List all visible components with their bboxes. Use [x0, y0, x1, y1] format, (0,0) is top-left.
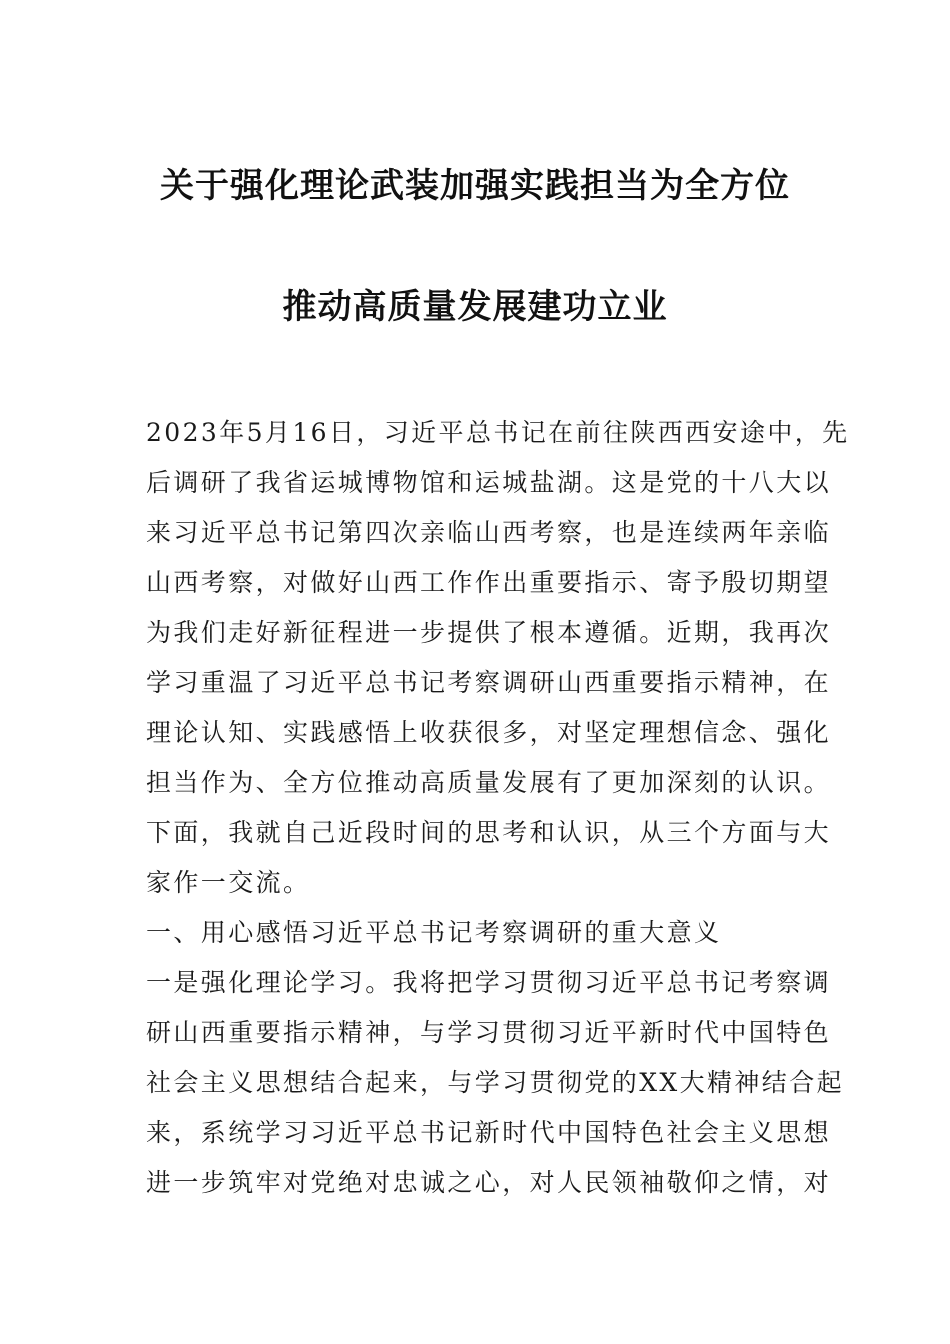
body-text-line: 进一步筑牢对党绝对忠诚之心，对人民领袖敬仰之情，对 — [146, 1168, 832, 1197]
body-text-line: 来习近平总书记第四次亲临山西考察，也是连续两年亲临 — [146, 518, 832, 547]
body-text-line: 来，系统学习习近平总书记新时代中国特色社会主义思想 — [146, 1118, 832, 1147]
document-title-line-1: 关于强化理论武装加强实践担当为全方位 — [160, 166, 790, 206]
body-text-line: 研山西重要指示精神，与学习贯彻习近平新时代中国特色 — [146, 1018, 832, 1047]
body-text-line: 家作一交流。 — [146, 868, 311, 897]
body-text-line: 担当作为、全方位推动高质量发展有了更加深刻的认识。 — [146, 768, 832, 797]
body-text-line: 一是强化理论学习。我将把学习贯彻习近平总书记考察调 — [146, 968, 832, 997]
body-text-line: 山西考察，对做好山西工作作出重要指示、寄予殷切期望 — [146, 568, 832, 597]
body-text-line: 社会主义思想结合起来，与学习贯彻党的XX大精神结合起 — [146, 1068, 844, 1097]
section-heading: 一、用心感悟习近平总书记考察调研的重大意义 — [146, 918, 722, 947]
body-text-line: 学习重温了习近平总书记考察调研山西重要指示精神，在 — [146, 668, 832, 697]
body-text-line: 后调研了我省运城博物馆和运城盐湖。这是党的十八大以 — [146, 468, 832, 497]
body-text-line: 2023年5月16日，习近平总书记在前往陕西西安途中，先 — [146, 418, 850, 447]
document-title-line-2: 推动高质量发展建功立业 — [282, 287, 668, 327]
body-text-line: 下面，我就自己近段时间的思考和认识，从三个方面与大 — [146, 818, 832, 847]
body-text-line: 为我们走好新征程进一步提供了根本遵循。近期，我再次 — [146, 618, 832, 647]
body-text-line: 理论认知、实践感悟上收获很多，对坚定理想信念、强化 — [146, 718, 832, 747]
